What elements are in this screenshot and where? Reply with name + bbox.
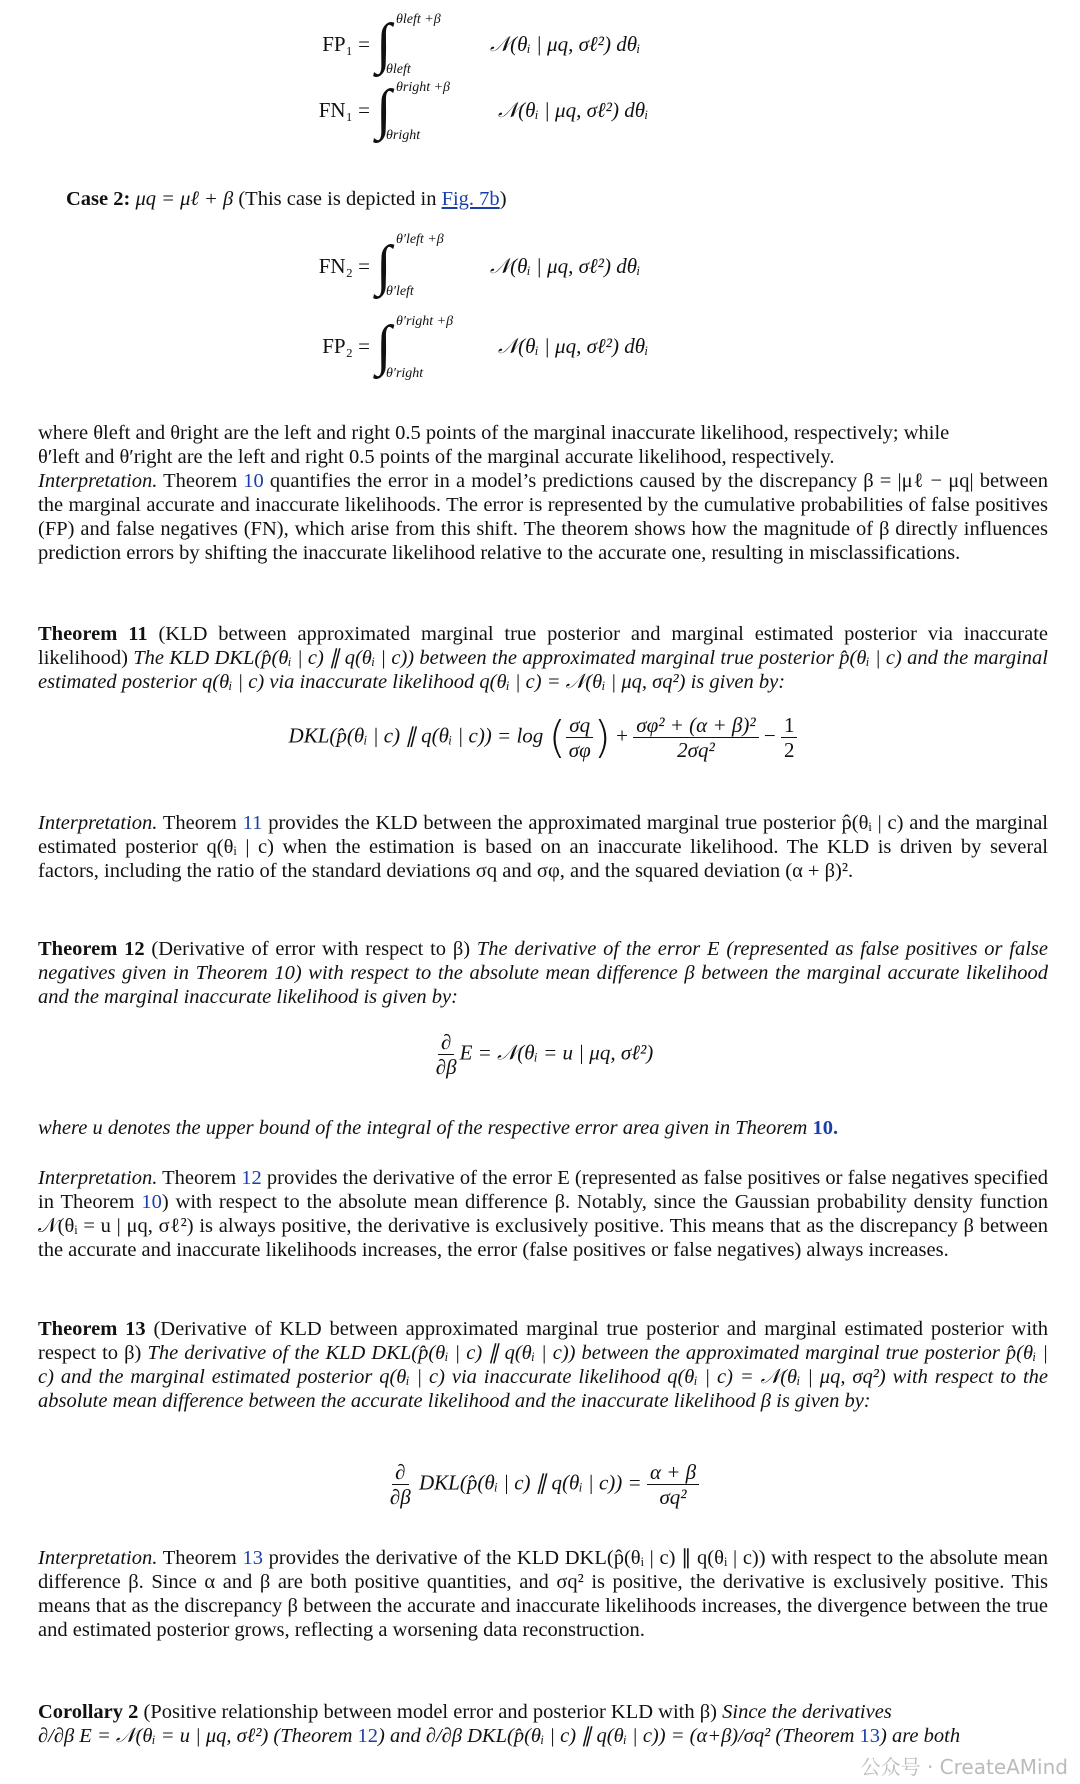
interpretation-11 <box>38 811 1048 883</box>
theorem-label: Theorem 12 <box>38 938 145 960</box>
corollary-label: Corollary 2 <box>38 1701 139 1723</box>
frac-den: 2σq² <box>677 738 715 762</box>
frac-num: ∂ <box>438 1030 454 1055</box>
figure-link[interactable]: Fig. 7b <box>441 188 500 210</box>
theorem-paren: (KLD between approximated marginal true posterior and marginal estimated posterior via inaccurate likelihood) <box>38 623 1048 669</box>
interp-text: Theorem <box>157 1547 243 1569</box>
equation-fn2 <box>300 232 800 304</box>
kld-lhs: DKL(p̂(θᵢ | c) ∥ q(θᵢ | c)) = log <box>288 723 544 748</box>
interp-text: provides the KLD between the approximated marginal true posterior p̂(θᵢ | c) and the marginal estimated posterior q(θᵢ | c) when the estimation is based on an inaccurate likelihood. The KLD is driven by several factors, including the ratio of the standard deviations σq and σφ, and the squared deviation (α + β)². <box>38 812 1048 882</box>
theorem-label: Theorem 13 <box>38 1318 146 1340</box>
interpretation-10 <box>38 469 1048 565</box>
integral-lower-limit: θleft <box>386 62 411 77</box>
interpretation-lead: Interpretation. <box>38 1167 158 1189</box>
integral-sign: ∫ <box>376 315 392 377</box>
interp-text: Theorem <box>157 812 243 834</box>
theorem-label: Theorem 11 <box>38 623 148 645</box>
integral-upper-limit: θ′right +β <box>396 314 454 329</box>
interpretation-lead: Interpretation. <box>38 812 158 834</box>
integral-sign: ∫ <box>376 13 392 75</box>
theorem-ref-link[interactable]: 12 <box>357 1725 379 1747</box>
corollary-text: ) and ∂/∂β DKL(p̂(θᵢ | c) ∥ q(θᵢ | c)) = (α+β)/σq² (Theorem <box>378 1725 860 1747</box>
theorem-12-after <box>38 1116 1048 1140</box>
interp-text: ) with respect to the absolute mean difference β. Notably, since the Gaussian probability density function 𝒩(θᵢ = u | μq, σℓ²) is always positive, the derivative is exclusively positive. This means that as the discrepancy β between the accurate and inaccurate likelihoods increases, the error (false positives or false negatives) always increases. <box>38 1191 1048 1261</box>
frac-den: ∂β <box>435 1055 457 1079</box>
integral-lower-limit: θ′left <box>386 284 414 299</box>
where-paragraph <box>38 421 1048 565</box>
theorem-13 <box>38 1317 1048 1413</box>
case-label: Case 2: <box>66 188 131 210</box>
theorem-ref-link[interactable]: 11 <box>242 812 263 834</box>
where-line-1: where θleft and θright are the left and right 0.5 points of the marginal inaccurate likelihood, respectively; while <box>38 422 950 444</box>
theorem-12 <box>38 937 1048 1009</box>
integral-sign: ∫ <box>376 79 392 141</box>
frac-den: 2 <box>783 738 795 762</box>
case-text: (This case is depicted in <box>238 188 442 210</box>
integral-upper-limit: θleft +β <box>396 12 441 27</box>
frac-den: ∂β <box>389 1485 411 1509</box>
integral-upper-limit: θ′left +β <box>396 232 444 247</box>
fraction-sigma-ratio <box>566 713 594 762</box>
frac-num: σq <box>566 713 593 738</box>
frac-num: ∂ <box>392 1460 408 1485</box>
equation-fp2 <box>300 314 800 386</box>
kld-derivative-mid: DKL(p̂(θᵢ | c) ∥ q(θᵢ | c)) = <box>418 1470 642 1495</box>
corollary-statement: Since the derivatives <box>717 1701 892 1723</box>
interpretation-12 <box>38 1166 1048 1262</box>
paren-left: ( <box>548 712 566 763</box>
alpha-beta-fraction <box>647 1460 699 1509</box>
fraction-half <box>781 713 798 762</box>
error-derivative-equation <box>38 1030 1048 1079</box>
partial-fraction <box>387 1460 414 1509</box>
equation-lhs: FP₁ = <box>322 32 370 56</box>
error-derivative-rhs: E = 𝒩(θᵢ = u | μq, σℓ²) <box>459 1040 654 1065</box>
where-line-2: θ′left and θ′right are the left and right 0.5 points of the marginal accurate likelihood, respectively. <box>38 446 835 468</box>
case-math: μq = μℓ + β <box>135 188 234 210</box>
interpretation-lead: Interpretation. <box>38 1547 158 1569</box>
frac-num: 1 <box>781 713 798 738</box>
corollary-text: ∂/∂β E = 𝒩(θᵢ = u | μq, σℓ²) (Theorem <box>38 1725 358 1747</box>
integral-upper-limit: θright +β <box>396 80 451 95</box>
integral-lower-limit: θright <box>386 128 421 143</box>
frac-num: σφ² + (α + β)² <box>633 713 758 738</box>
equation-lhs: FN₁ = <box>318 98 370 122</box>
theorem-ref-link[interactable]: 13 <box>859 1725 881 1747</box>
theorem-ref-link[interactable]: 13 <box>242 1547 263 1569</box>
theorem-ref-link[interactable]: 10 <box>243 470 264 492</box>
equation-fp1 <box>300 12 800 82</box>
equation-lhs: FP₂ = <box>322 334 370 358</box>
kld-equation: DKL(p̂(θᵢ | c) ∥ q(θᵢ | c)) = log ( $\frac{\sigma q}{\sigma\varphi}$ ) + $\frac{\text{σφ² + (α + β)²}}{\text{2σq²}}$ − $\frac{1}{2}$ <box>38 712 1048 763</box>
integral-lower-limit: θ′right <box>386 366 424 381</box>
interpretation-13 <box>38 1546 1048 1642</box>
frac-num: α + β <box>647 1460 699 1485</box>
equation-fn1 <box>300 80 800 150</box>
interp-text: Theorem <box>157 470 244 492</box>
watermark: 公众号 · CreateAMind <box>860 1755 1068 1779</box>
corollary-text: ) are both <box>880 1725 961 1747</box>
theorem-statement: The derivative of the error E (represented as false positives or false negatives given in Theorem 10) with respect to the absolute mean difference β between the marginal accurate likelihood and the marginal inaccurate likelihood is given by: <box>38 938 1048 1008</box>
kld-derivative-equation <box>38 1460 1048 1509</box>
integrand: 𝒩(θᵢ | μq, σℓ²) dθᵢ <box>498 98 649 122</box>
interp-text: provides the derivative of the error E (represented as false positives or false negatives specified in Theorem <box>38 1167 1048 1213</box>
case-text-end: ) <box>499 188 507 210</box>
interp-text: provides the derivative of the KLD DKL(p̂(θᵢ | c) ∥ q(θᵢ | c)) with respect to the absolute mean difference β. Since α and β are both positive quantities, and σq² is positive, the derivative is exclusively positive. This means that as the discrepancy β between the accurate and inaccurate likelihoods increases, the divergence between the true and estimated posterior grows, reflecting a worsening data reconstruction. <box>38 1547 1049 1641</box>
theorem-ref-link[interactable]: 10. <box>812 1117 839 1139</box>
fraction-variance-term <box>633 713 758 762</box>
theorem-paren: (Derivative of KLD between approximated marginal true posterior and marginal estimated posterior with respect to β) <box>38 1318 1048 1364</box>
theorem-ref-link[interactable]: 12 <box>241 1167 262 1189</box>
integrand: 𝒩(θᵢ | μq, σℓ²) dθᵢ <box>490 254 641 278</box>
theorem-statement: The derivative of the KLD DKL(p̂(θᵢ | c) ∥ q(θᵢ | c)) between the approximated marginal true posterior p̂(θᵢ | c) and the marginal estimated posterior q(θᵢ | c) via inaccurate likelihood q(θᵢ | c) = 𝒩(θᵢ | μq, σq²) with respect to the absolute mean difference between the accurate likelihood and the inaccurate likelihood β is given by: <box>38 1342 1048 1412</box>
paren-right: ) <box>593 712 611 763</box>
interpretation-lead: Interpretation. <box>38 470 158 492</box>
after-text: where u denotes the upper bound of the integral of the respective error area given in Theorem <box>38 1117 813 1139</box>
case-2-heading <box>66 188 507 211</box>
theorem-statement: The KLD DKL(p̂(θᵢ | c) ∥ q(θᵢ | c)) between the approximated marginal true posterior p̂(θᵢ | c) and the marginal estimated posterior q(θᵢ | c) via inaccurate likelihood q(θᵢ | c) = 𝒩(θᵢ | μq, σq²) is given by: <box>38 647 1048 693</box>
corollary-paren: (Positive relationship between model error and posterior KLD with β) <box>138 1701 718 1723</box>
interp-text: quantifies the error in a model’s predictions caused by the discrepancy β = |μℓ − μq| between the marginal accurate and inaccurate likelihoods. The error is represented by the cumulative probabilities of false positives (FP) and false negatives (FN), which arise from this shift. The theorem shows how the magnitude of β directly influences prediction errors by shifting the inaccurate likelihood relative to the accurate one, resulting in misclassifications. <box>38 470 1048 564</box>
frac-den: σφ <box>568 738 591 762</box>
interp-text: Theorem <box>157 1167 242 1189</box>
integrand: 𝒩(θᵢ | μq, σℓ²) dθᵢ <box>498 334 649 358</box>
corollary-2 <box>38 1700 1048 1748</box>
partial-fraction <box>433 1030 460 1079</box>
frac-den: σq² <box>659 1485 687 1509</box>
theorem-paren: (Derivative of error with respect to β) <box>144 938 471 960</box>
equation-lhs: FN₂ = <box>318 254 370 278</box>
integrand: 𝒩(θᵢ | μq, σℓ²) dθᵢ <box>490 32 641 56</box>
integral-sign: ∫ <box>376 235 392 297</box>
theorem-11 <box>38 622 1048 694</box>
theorem-ref-link[interactable]: 10 <box>141 1191 162 1213</box>
corollary-line-2 <box>38 1724 1048 1748</box>
